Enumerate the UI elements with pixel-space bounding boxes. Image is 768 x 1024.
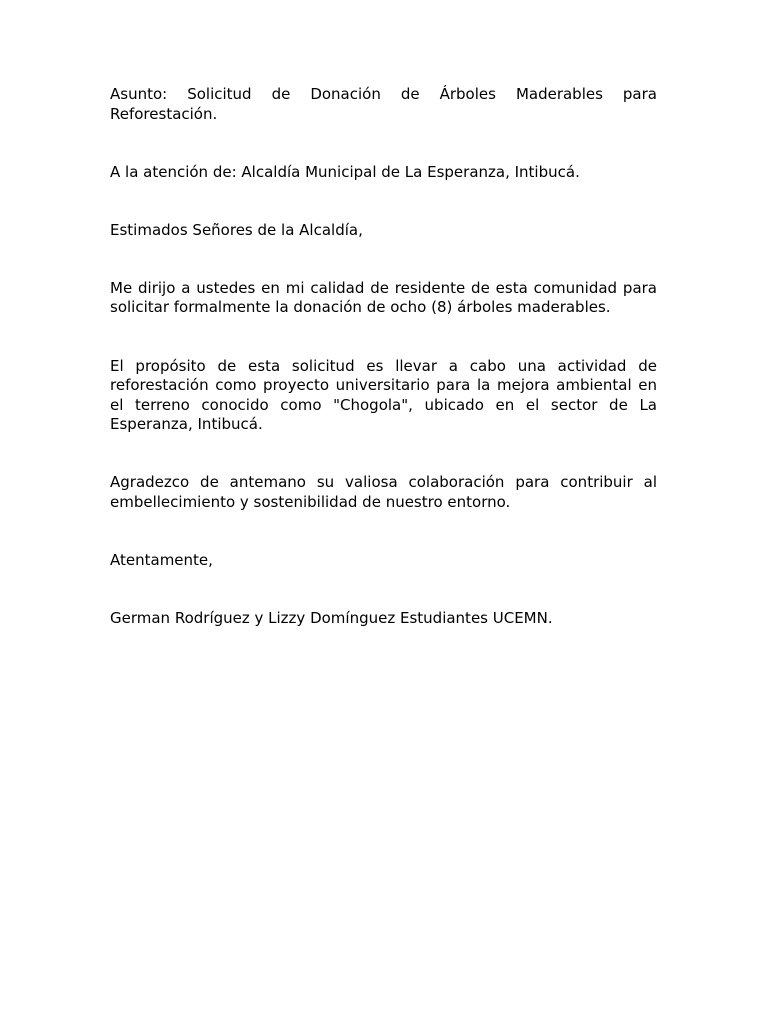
- body-paragraph-thanks: Agradezco de antemano su valiosa colaboración para contribuir al embellecimiento y sostenibilidad de nuestro entorno.: [110, 473, 657, 512]
- recipient-line: A la atención de: Alcaldía Municipal de La Esperanza, Intibucá.: [110, 162, 580, 181]
- signature: German Rodríguez y Lizzy Domínguez Estudiantes UCEMN.: [110, 609, 553, 628]
- body-paragraph-purpose: El propósito de esta solicitud es llevar a cabo una actividad de reforestación como proyecto universitario para la mejora ambiental en el terreno conocido como "Chogola", ubicado en el sector de La Esperanza, Intibucá.: [110, 356, 657, 434]
- closing: Atentamente,: [110, 551, 213, 570]
- letter-body: [110, 85, 657, 629]
- salutation: Estimados Señores de la Alcaldía,: [110, 220, 363, 239]
- body-paragraph-request: Me dirijo a ustedes en mi calidad de residente de esta comunidad para solicitar formalmente la donación de ocho (8) árboles maderables.: [110, 278, 657, 317]
- subject-line: Asunto: Solicitud de Donación de Árboles Maderables para Reforestación.: [110, 85, 657, 123]
